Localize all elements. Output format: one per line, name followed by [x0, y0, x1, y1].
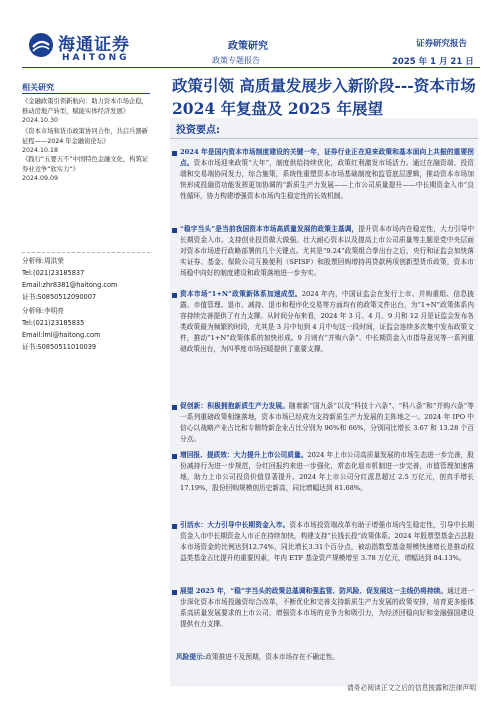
report-type: 证券研究报告 — [416, 39, 468, 49]
key-point-text: 2024 年上市公司高质量发展的市场生态进一步完善，股份减持行为进一步规范，分红回报约来进一步强化，常态化退市机制进一步完善，市值管理加速落地，助力上市公司投资价值显著提升。2024 年上市公司分红派息超过 2.5 万亿元，创真手增长 17.19%，股份回购规模创历史新高，同比增幅达到 81.68%。 — [180, 451, 474, 492]
related-item-title[interactable]: 《资本市场和货币政策协同合作，共启兵器新征程——2024 年金融街论坛》 — [22, 128, 148, 145]
haitong-logo-icon — [28, 32, 54, 58]
analyst-cert: 证书:S0850512090007 — [22, 293, 97, 301]
key-point-lead: 展望 2025 年，“稳”字当头的政策总基调和强监管、防风险、促发展这一主线仍将持续。 — [180, 587, 448, 595]
related-item-date: 2024.10.18 — [22, 147, 59, 154]
key-point-paragraph — [180, 289, 474, 355]
analyst-card — [22, 255, 157, 303]
key-point-paragraph — [180, 224, 474, 279]
analyst-cert: 证书:S0850511010039 — [22, 343, 97, 351]
key-points-heading: 投资要点: — [176, 125, 220, 136]
analyst-card — [22, 305, 157, 353]
key-point-text: 通过进一步深化资本市场投融资综合改革，不断优化和完善支持新质生产力发展的政策安排，培育更多能体系高质量发展要求的上市公司，增强资本市场的竞争力和吸引力，为经济回稳向好和金融强国建设提供有力支撑。 — [180, 587, 475, 628]
analyst-divider — [22, 252, 150, 254]
sidebar-divider — [22, 93, 150, 94]
report-date: 2025 年 1 月 21 日 — [392, 57, 474, 67]
report-title: 政策引领 高质量发展步入新阶段---资本市场 2024 年复盘及 2025 年展望 — [172, 76, 476, 118]
bullet-square-icon — [172, 454, 177, 459]
key-points-divider — [170, 138, 478, 139]
analyst-tel: Tel:(021)23185837 — [22, 269, 85, 277]
disclaimer-footer: 请务必阅读正文之后的信息披露和法律声明 — [346, 684, 476, 692]
key-point-paragraph — [180, 401, 474, 445]
related-item-date: 2024.09.09 — [22, 175, 59, 182]
key-point-text: 提升资本市场内在稳定性，大力引导中长期资金入市。支持创业投资做大做强。壮大耐心资本以及提高上市公司质量等主题是党中央层面对资本市场进行政略部署的几个关键点。尤其是“9.24”政策组合拳出台之后，央行和证监会加快落实证券、基金、保险公司互换便利（SFISF）和股票回购增持再贷款两项创新型货币政策，资本市场稳中向好的制度建设和政策落地进一步夯实。 — [180, 225, 475, 277]
header-divider — [22, 67, 480, 68]
key-point-text: 资本市场迎来政策“大年”，制度供给持续优化，政策红利激发市场活力。通过在融资端、投资端和交易端协同发力，综合施策，系统性重塑资本市场基础制度和监管底层逻辑，推动资本市场加快形成投融资功能发挥更加协调的“新质生产力发展——上市公司质量提升——中长期资金入市”良性循环，协力构建增强资本市场内生稳定性的长效机制。 — [180, 159, 474, 200]
key-point-lead: 引活水：大力引导中长期资金入市。 — [180, 521, 290, 529]
logo-text-en: HAITONG — [62, 53, 130, 63]
bullet-square-icon — [172, 524, 177, 529]
key-point-text: 随着新“国九条”以及“科技十六条”、“科八条”和“并购六条”等一系列重磅政策相继落地，资本市场已经成为支持新质生产力发展的主阵地之一。2024 年 IPO 中信心以战略产业占比和专精特新企业占比分别为 96%和 66%，分别同比增长 3.67 和 13.28 个百分点。 — [180, 402, 474, 443]
related-item-title[interactable]: 《金融政策引领新航向：助力资本市场企稳，推动房地产转型，赋能实体经济发展》 — [22, 98, 148, 115]
key-point-text: 2024 年内，中国证监会在发行上市、并购重组、信息披露、市值管理、退市、减持、退市和程序化交易等方面均有的政策文件出台，为“1+N”政策体系内容持续完善提供了有力支撑。从时间分布来看，2024 年 3 月、4 月、9 月和 12 月是证监会发布各类政策最为频繁的时段，尤其是 3 月中旬到 4 月中旬这一段时间，证监会连续多次集中发布政策文件，推动“1+N”政策体系的加快形成。9 月则有“并购六条”、中长期资金入市指导意见等一系列重磅政策出台，为四季度市场回暖提供了重要支撑。 — [180, 290, 474, 353]
analyst-tel: Tel:(021)23185835 — [22, 319, 85, 327]
key-point-lead: 资本市场“1+N”政策新体系加速成型。 — [180, 290, 302, 298]
analyst-name: 分析师:周洪荣 — [22, 257, 64, 265]
related-research-heading: 相关研究 — [22, 83, 54, 92]
bullet-square-icon — [172, 293, 177, 298]
haitong-logo — [28, 30, 158, 70]
related-item[interactable] — [22, 155, 154, 184]
key-point-lead: 促创新：积极拥抱新质生产力发展。 — [180, 402, 290, 410]
related-item[interactable] — [22, 97, 154, 126]
logo-text-cn: 海通证券 — [58, 35, 130, 55]
key-point-lead: “稳字当头”是当前我国资本市场高质量发展的政策主基调， — [180, 225, 359, 233]
bullet-square-icon — [172, 590, 177, 595]
related-item[interactable] — [22, 127, 154, 156]
related-item-date: 2024.10.30 — [22, 117, 59, 124]
key-point-paragraph — [180, 147, 474, 202]
bullet-square-icon — [172, 405, 177, 410]
key-point-lead: 增回报、提质效：大力提升上市公司质量。 — [180, 451, 308, 459]
doc-subtype: 政策专题报告 — [212, 56, 260, 65]
key-point-paragraph — [180, 520, 474, 564]
bullet-square-icon — [172, 228, 177, 233]
analyst-email[interactable]: Email:lml@haitong.com — [22, 331, 101, 339]
related-item-title[interactable]: 《践行“五要五不”中国特色金融文化，构筑证券业竞争“软实力”》 — [22, 156, 149, 173]
risk-text: 政策推进不及预期，资本市场存在不确定性。 — [205, 653, 339, 661]
key-point-paragraph — [180, 450, 474, 494]
key-point-paragraph — [180, 586, 474, 630]
analyst-email[interactable]: Email:zhr8381@haitong.com — [22, 281, 118, 289]
key-point-text: 资本市场投资端改革有助于增强市场内生稳定性，引导中长期资金入市中长期资金入市正在持续加快，构建支持“长钱长投”政策体系。2024 年股票型基金占总股本市场资金的比例达到12.74%，同比增长3.31个百分点，被动指数型基金规模快速增长是推动权益类基金占比提升的重要因素，年内 ETF 基金资产规模增至 3.78 万亿元，增幅达到 84.13%。 — [180, 521, 474, 562]
risk-notice — [176, 652, 474, 663]
analyst-name: 分析师:李明亮 — [22, 307, 64, 315]
doc-type: 政策研究 — [228, 41, 268, 52]
bullet-square-icon — [172, 151, 177, 156]
key-point-lead: 2024 年是国内资本市场制度建设的关键一年，证券行业正在迎来政策和基本面向上共振的重要拐点。 — [180, 148, 474, 167]
risk-label: 风险提示: — [176, 653, 206, 661]
